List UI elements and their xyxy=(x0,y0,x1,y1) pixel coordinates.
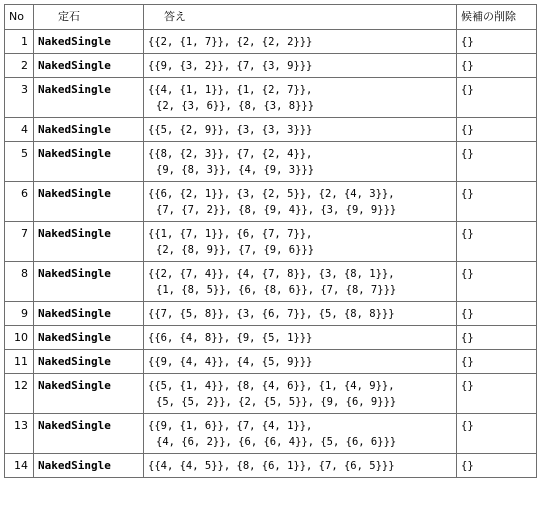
table-row xyxy=(5,142,537,182)
row-candidates: {} xyxy=(457,118,537,142)
row-answer xyxy=(144,78,457,118)
answer-line: {1, {8, 5}}, {6, {8, 6}}, {7, {8, 7}}} xyxy=(156,284,397,296)
header-no: No xyxy=(5,5,34,30)
row-candidates: {} xyxy=(457,78,537,118)
row-joseki: NakedSingle xyxy=(34,374,144,414)
table-row xyxy=(5,222,537,262)
answer-line: {7, {7, 2}}, {8, {9, 4}}, {3, {9, 9}}} xyxy=(156,204,397,216)
row-number: 13 xyxy=(5,414,34,454)
row-number: 14 xyxy=(5,454,34,478)
row-answer xyxy=(144,454,457,478)
header-answer: 答え xyxy=(144,5,457,30)
row-candidates: {} xyxy=(457,54,537,78)
answer-line: {2, {8, 9}}, {7, {9, 6}}} xyxy=(156,244,315,256)
table-row xyxy=(5,414,537,454)
row-joseki: NakedSingle xyxy=(34,326,144,350)
row-number: 10 xyxy=(5,326,34,350)
table-row xyxy=(5,262,537,302)
row-answer xyxy=(144,326,457,350)
row-candidates: {} xyxy=(457,30,537,54)
answer-line: {{8, {2, 3}}, {7, {2, 4}}, xyxy=(148,148,313,160)
table-row xyxy=(5,374,537,414)
row-joseki: NakedSingle xyxy=(34,222,144,262)
row-number: 12 xyxy=(5,374,34,414)
row-joseki: NakedSingle xyxy=(34,54,144,78)
answer-line: {4, {6, 2}}, {6, {6, 4}}, {5, {6, 6}}} xyxy=(156,436,397,448)
row-candidates: {} xyxy=(457,142,537,182)
row-answer xyxy=(144,350,457,374)
answer-line: {{5, {2, 9}}, {3, {3, 3}}} xyxy=(148,124,313,136)
row-answer xyxy=(144,222,457,262)
table-row xyxy=(5,302,537,326)
row-number: 2 xyxy=(5,54,34,78)
table-row xyxy=(5,350,537,374)
answer-line: {{7, {5, 8}}, {3, {6, 7}}, {5, {8, 8}}} xyxy=(148,308,395,320)
row-candidates: {} xyxy=(457,302,537,326)
results-table xyxy=(4,4,537,478)
table-row xyxy=(5,454,537,478)
row-candidates: {} xyxy=(457,374,537,414)
table-row xyxy=(5,118,537,142)
row-number: 9 xyxy=(5,302,34,326)
row-candidates: {} xyxy=(457,222,537,262)
row-joseki: NakedSingle xyxy=(34,414,144,454)
table-row xyxy=(5,30,537,54)
row-answer xyxy=(144,262,457,302)
row-joseki: NakedSingle xyxy=(34,302,144,326)
answer-line: {{6, {4, 8}}, {9, {5, 1}}} xyxy=(148,332,313,344)
row-answer xyxy=(144,302,457,326)
answer-line: {{6, {2, 1}}, {3, {2, 5}}, {2, {4, 3}}, xyxy=(148,188,395,200)
answer-line: {9, {8, 3}}, {4, {9, 3}}} xyxy=(156,164,315,176)
row-candidates: {} xyxy=(457,454,537,478)
row-joseki: NakedSingle xyxy=(34,182,144,222)
row-answer xyxy=(144,374,457,414)
row-number: 6 xyxy=(5,182,34,222)
answer-line: {{2, {1, 7}}, {2, {2, 2}}} xyxy=(148,36,313,48)
answer-line: {{2, {7, 4}}, {4, {7, 8}}, {3, {8, 1}}, xyxy=(148,268,395,280)
row-candidates: {} xyxy=(457,262,537,302)
row-number: 4 xyxy=(5,118,34,142)
answer-line: {{1, {7, 1}}, {6, {7, 7}}, xyxy=(148,228,313,240)
table-row xyxy=(5,54,537,78)
row-candidates: {} xyxy=(457,326,537,350)
table-header-row xyxy=(5,5,537,30)
results-table-container xyxy=(4,4,537,478)
answer-line: {5, {5, 2}}, {2, {5, 5}}, {9, {6, 9}}} xyxy=(156,396,397,408)
answer-line: {{9, {4, 4}}, {4, {5, 9}}} xyxy=(148,356,313,368)
row-number: 11 xyxy=(5,350,34,374)
row-joseki: NakedSingle xyxy=(34,454,144,478)
row-joseki: NakedSingle xyxy=(34,350,144,374)
answer-line: {{9, {3, 2}}, {7, {3, 9}}} xyxy=(148,60,313,72)
row-answer xyxy=(144,142,457,182)
row-answer xyxy=(144,118,457,142)
row-candidates: {} xyxy=(457,350,537,374)
row-number: 1 xyxy=(5,30,34,54)
row-number: 8 xyxy=(5,262,34,302)
row-candidates: {} xyxy=(457,414,537,454)
answer-line: {{5, {1, 4}}, {8, {4, 6}}, {1, {4, 9}}, xyxy=(148,380,395,392)
table-row xyxy=(5,78,537,118)
row-candidates: {} xyxy=(457,182,537,222)
row-answer xyxy=(144,54,457,78)
header-candidates: 候補の削除 xyxy=(457,5,537,30)
row-answer xyxy=(144,414,457,454)
answer-line: {2, {3, 6}}, {8, {3, 8}}} xyxy=(156,100,315,112)
row-joseki: NakedSingle xyxy=(34,262,144,302)
answer-line: {{4, {4, 5}}, {8, {6, 1}}, {7, {6, 5}}} xyxy=(148,460,395,472)
answer-line: {{4, {1, 1}}, {1, {2, 7}}, xyxy=(148,84,313,96)
table-row xyxy=(5,182,537,222)
answer-line: {{9, {1, 6}}, {7, {4, 1}}, xyxy=(148,420,313,432)
row-joseki: NakedSingle xyxy=(34,78,144,118)
table-body xyxy=(5,30,537,478)
table-row xyxy=(5,326,537,350)
header-joseki: 定石 xyxy=(34,5,144,30)
row-number: 3 xyxy=(5,78,34,118)
row-answer xyxy=(144,30,457,54)
row-answer xyxy=(144,182,457,222)
row-number: 5 xyxy=(5,142,34,182)
row-joseki: NakedSingle xyxy=(34,30,144,54)
row-joseki: NakedSingle xyxy=(34,118,144,142)
row-number: 7 xyxy=(5,222,34,262)
row-joseki: NakedSingle xyxy=(34,142,144,182)
